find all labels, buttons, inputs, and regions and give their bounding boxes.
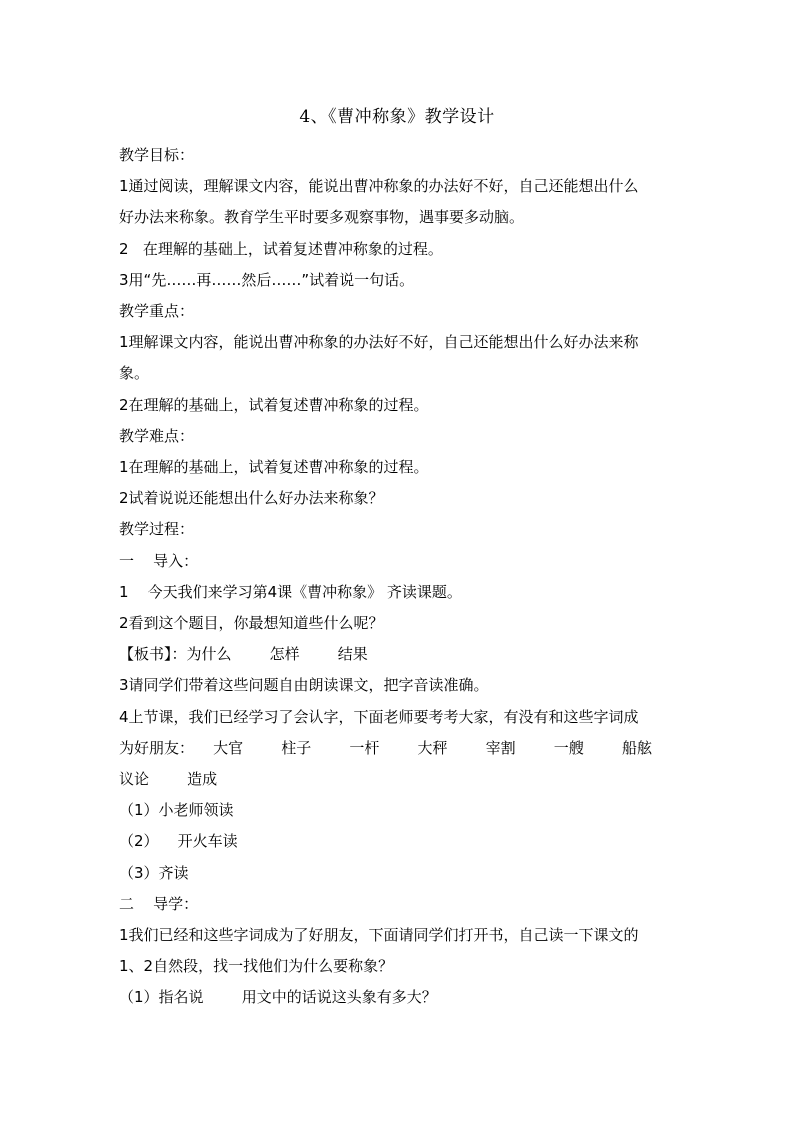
- list-item: （2） 开火车读: [119, 832, 238, 851]
- text-line: 2在理解的基础上，试着复述曹冲称象的过程。: [119, 395, 429, 414]
- list-item: （1）小老师领读: [119, 801, 234, 820]
- text-line: 3用“先……再……然后……”试着说一句话。: [119, 270, 415, 289]
- document-title: 4、《曹冲称象》教学设计: [299, 107, 495, 127]
- text-line: 1通过阅读，理解课文内容，能说出曹冲称象的办法好不好，自己还能想出什么: [119, 177, 639, 196]
- text-line: 1理解课文内容，能说出曹冲称象的办法好不好，自己还能想出什么好办法来称: [119, 333, 639, 352]
- subsection-heading-guided-learning: 二 导学：: [119, 894, 199, 913]
- text-line: 好办法来称象。教育学生平时要多观察事物，遇事要多动脑。: [119, 208, 525, 227]
- document-body: [119, 140, 679, 1014]
- list-item: （3）齐读: [119, 863, 189, 882]
- list-item: （1）指名说 用文中的话说这头象有多大？: [119, 988, 437, 1007]
- text-line: 1、2自然段，找一找他们为什么要称象？: [119, 957, 394, 976]
- text-line: 1 今天我们来学习第4课《曹冲称象》 齐读课题。: [119, 582, 462, 601]
- text-line: 1我们已经和这些字词成为了好朋友，下面请同学们打开书，自己读一下课文的: [119, 926, 639, 945]
- text-line: 2 在理解的基础上，试着复述曹冲称象的过程。: [119, 239, 443, 258]
- text-line: 1在理解的基础上，试着复述曹冲称象的过程。: [119, 458, 429, 477]
- text-line: 2看到这个题目，你最想知道些什么呢？: [119, 614, 384, 633]
- text-line: 象。: [119, 364, 150, 383]
- section-heading-difficulties: 教学难点：: [119, 426, 195, 445]
- text-line: 3请同学们带着这些问题自由朗读课文，把字音读准确。: [119, 676, 489, 695]
- section-heading-process: 教学过程：: [119, 520, 195, 539]
- text-line: 2试着说说还能想出什么好办法来称象？: [119, 489, 384, 508]
- vocabulary-line: 议论 造成: [119, 770, 218, 789]
- vocabulary-line: 为好朋友： 大官 柱子 一杆 大秤 宰割 一艘 船舷: [119, 738, 652, 757]
- board-writing-line: 【板书】：为什么 怎样 结果: [119, 645, 368, 664]
- section-heading-key-points: 教学重点：: [119, 302, 195, 321]
- subsection-heading-intro: 一 导入：: [119, 551, 199, 570]
- section-heading-goals: 教学目标：: [119, 146, 195, 164]
- text-line: 4上节课，我们已经学习了会认字，下面老师要考考大家，有没有和这些字词成: [119, 707, 639, 726]
